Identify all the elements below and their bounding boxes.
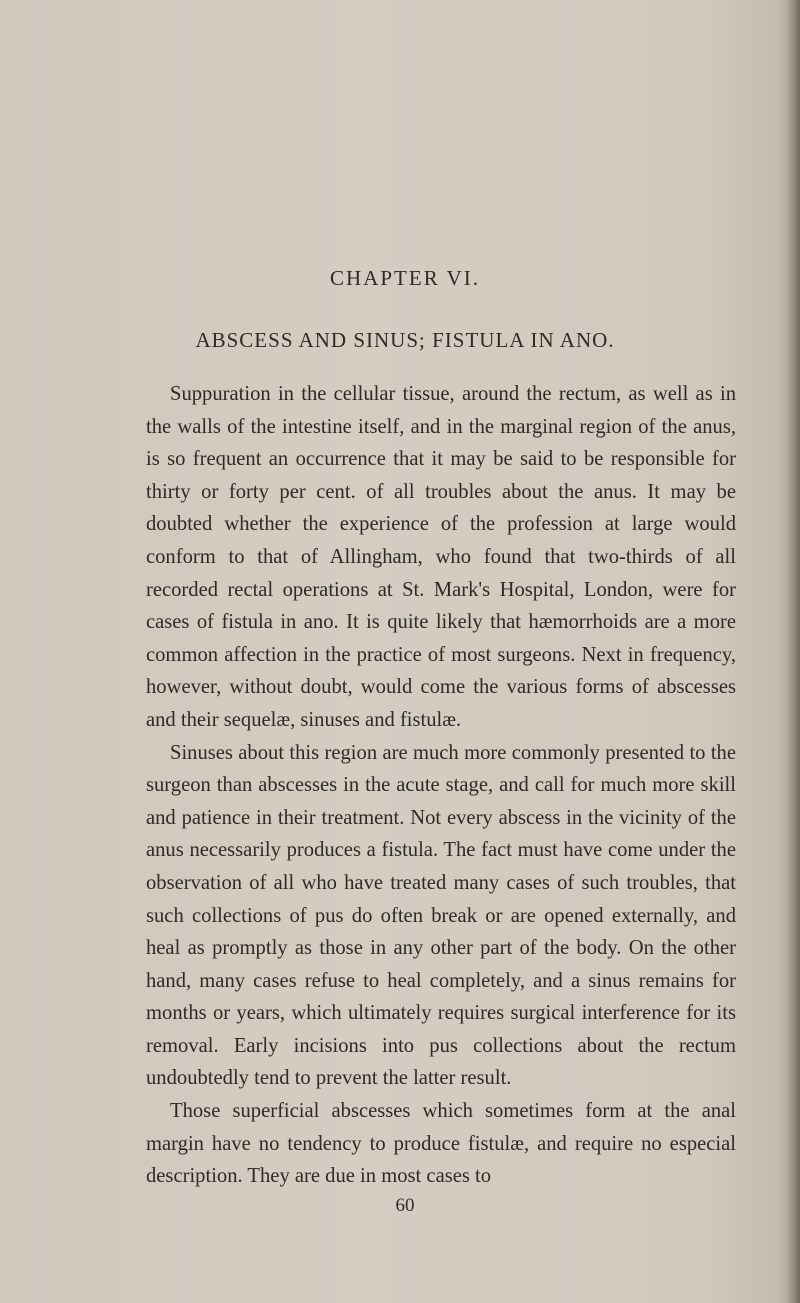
section-heading: ABSCESS AND SINUS; FISTULA IN ANO. [195,328,615,352]
page-edge-shadow [786,0,800,1303]
page-number: 60 [395,1195,415,1216]
paragraph-3: Those superficial abscesses which sometimes form at the anal margin have no tendency to produce fistulæ, and require no especial description. They are due in most cases to [146,1100,736,1188]
body-text [146,378,736,1193]
paragraph-2: Sinuses about this region are much more commonly presented to the surgeon than abscesses in the acute stage, and call for much more skill and patience in their treatment. Not every abscess in the vicinity of the anus necessarily produces a fistula. The fact must have come under the observation of all who have treated many cases of such troubles, that such collections of pus do often break or are opened externally, and heal as promptly as those in any other part of the body. On the other hand, many cases refuse to heal completely, and a sinus remains for months or years, which ultimately requires surgical interference for its removal. Early incisions into pus collections about the rectum undoubtedly tend to prevent the latter result. [146,741,736,1090]
paragraph-1: Suppuration in the cellular tissue, around the rectum, as well as in the walls of the intestine itself, and in the marginal region of the anus, is so frequent an occurrence that it may be said to be responsible for thirty or forty per cent. of all troubles about the anus. It may be doubted whether the experience of the profession at large would conform to that of Allingham, who found that two-thirds of all recorded rectal operations at St. Mark's Hospital, London, were for cases of fistula in ano. It is quite likely that hæmorrhoids are a more common affection in the practice of most surgeons. Next in frequency, however, without doubt, would come the various forms of abscesses and their sequelæ, sinuses and fistulæ. [146,383,736,731]
chapter-heading: CHAPTER VI. [330,266,480,290]
